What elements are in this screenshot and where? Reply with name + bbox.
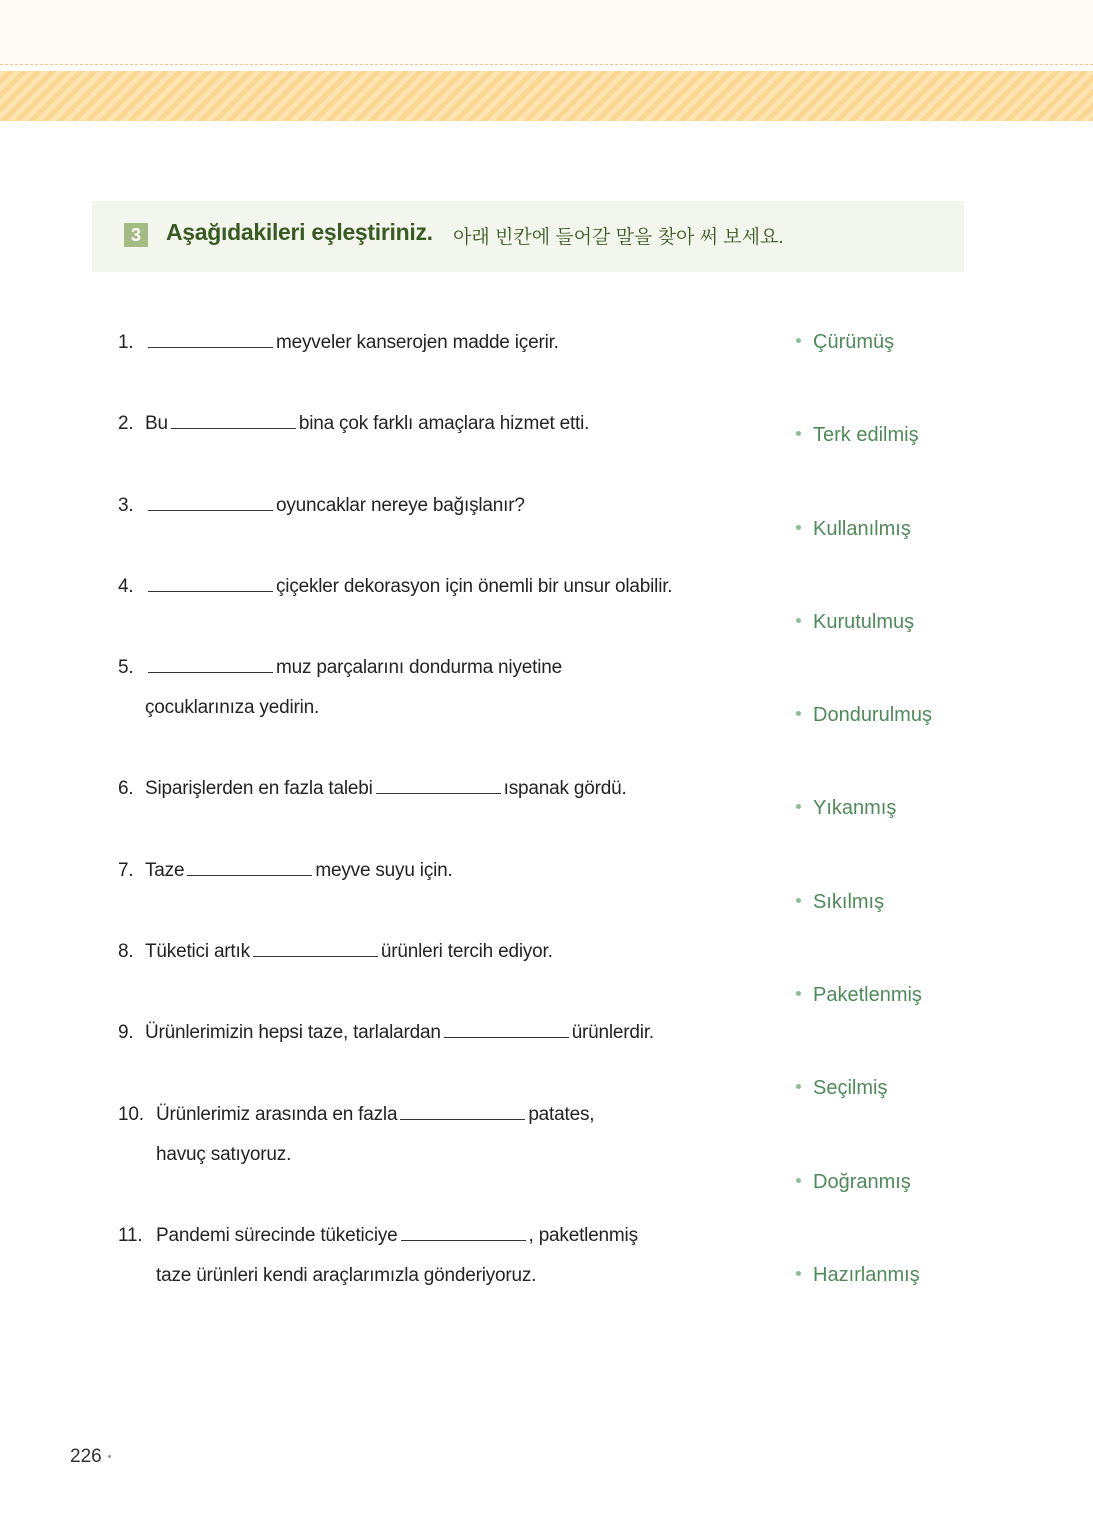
exercise-title-turkish: Aşağıdakileri eşleştiriniz. [166,219,433,245]
question-1: 1. meyveler kanserojen madde içerir. [118,332,559,353]
question-4: 4. çiçekler dekorasyon için önemli bir unsur olabilir. [118,576,673,597]
question-5: 5. muz parçalarını dondurma niyetine [118,657,562,678]
bullet-icon [796,898,801,903]
answer-blank[interactable] [148,590,273,592]
option-item: Yıkanmış [796,797,896,820]
question-3: 3. oyuncaklar nereye bağışlanır? [118,495,525,516]
question-11: 11. Pandemi sürecinde tüketiciye , paketlenmiş [118,1225,638,1246]
bullet-icon [796,711,801,716]
bullet-icon [796,1178,801,1183]
question-6: 6. Siparişlerden en fazla talebi ıspanak gördü. [118,778,627,799]
question-8: 8. Tüketici artık ürünleri tercih ediyor. [118,941,553,962]
bullet-icon [796,338,801,343]
answer-blank[interactable] [187,874,312,876]
option-item: Dondurulmuş [796,704,932,727]
answer-blank[interactable] [148,509,273,511]
bullet-icon [796,804,801,809]
option-item: Kurutulmuş [796,611,914,634]
option-item: Hazırlanmış [796,1264,920,1287]
question-11-continuation: taze ürünleri kendi araçlarımızla gönderiyoruz. [156,1265,537,1286]
option-item: Terk edilmiş [796,424,919,447]
page-dot-icon [108,1455,111,1458]
bullet-icon [796,618,801,623]
option-item: Çürümüş [796,331,894,354]
exercise-title-korean: 아래 빈칸에 들어갈 말을 찾아 써 보세요. [453,227,784,248]
answer-blank[interactable] [148,671,273,673]
answer-blank[interactable] [148,346,273,348]
decorative-stripe-band [0,71,1093,121]
answer-blank[interactable] [376,792,501,794]
answer-blank[interactable] [401,1239,526,1241]
question-9: 9. Ürünlerimizin hepsi taze, tarlalardan ürünlerdir. [118,1022,654,1043]
bullet-icon [796,991,801,996]
answer-blank[interactable] [444,1036,569,1038]
bullet-icon [796,525,801,530]
answer-blank[interactable] [171,427,296,429]
question-2: 2. Bu bina çok farklı amaçlara hizmet etti. [118,413,590,434]
bullet-icon [796,431,801,436]
option-item: Sıkılmış [796,891,884,914]
question-7: 7. Taze meyve suyu için. [118,860,453,881]
question-10: 10. Ürünlerimiz arasında en fazla patates, [118,1104,595,1125]
answer-blank[interactable] [253,955,378,957]
page-number: 226 [70,1446,111,1468]
option-item: Seçilmiş [796,1077,887,1100]
exercise-number-badge: 3 [124,223,148,247]
bullet-icon [796,1271,801,1276]
question-10-continuation: havuç satıyoruz. [156,1144,292,1165]
bullet-icon [796,1084,801,1089]
answer-blank[interactable] [400,1118,525,1120]
option-item: Paketlenmiş [796,984,922,1007]
option-item: Doğranmış [796,1171,911,1194]
top-header-band [0,0,1093,65]
question-5-continuation: çocuklarınıza yedirin. [145,697,320,718]
option-item: Kullanılmış [796,518,911,541]
